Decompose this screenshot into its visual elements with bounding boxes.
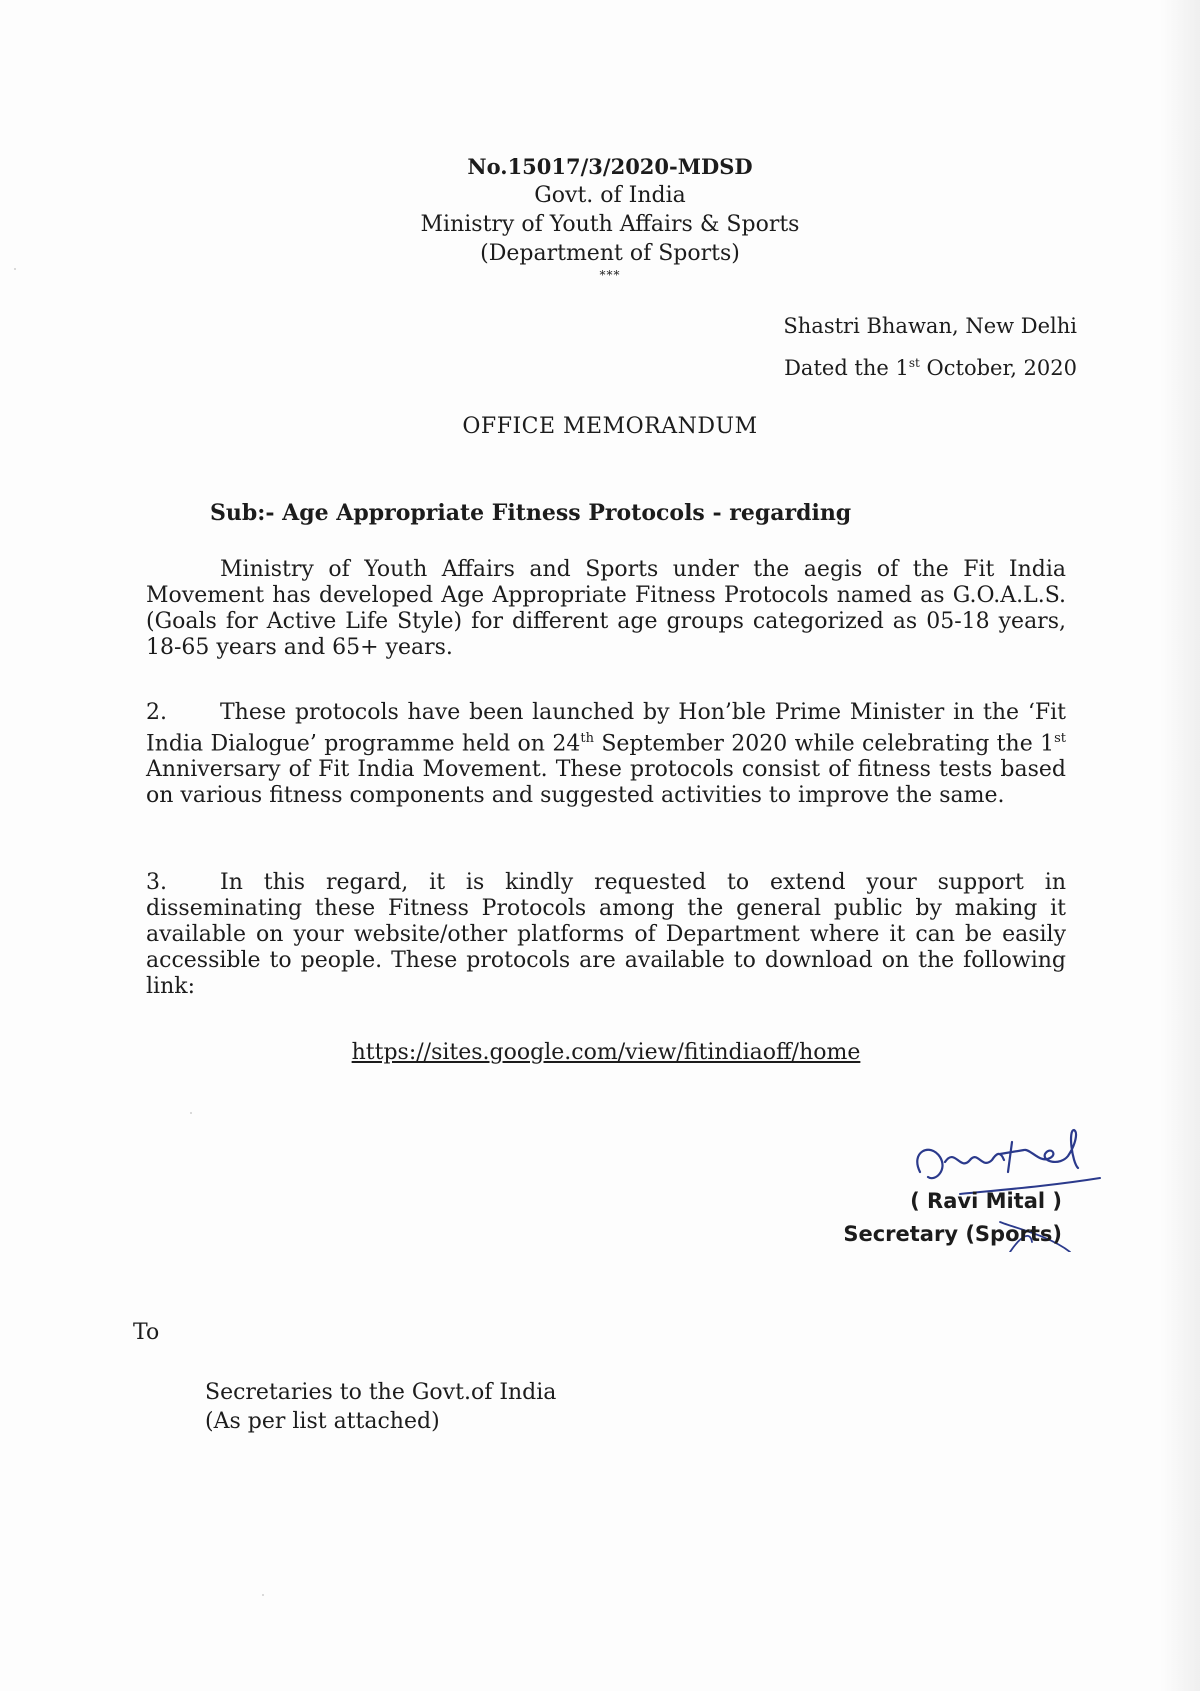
paragraph-2-text-c: Anniversary of Fit India Movement. These protocols consist of fitness tests based on various fitness components and suggested activities to improve the same. [146, 757, 1066, 809]
place: Shastri Bhawan, New Delhi [783, 314, 1077, 338]
department-line: (Department of Sports) [480, 241, 740, 266]
signatory-designation: Secretary (Sports) [843, 1222, 1062, 1246]
date-suffix: October, 2020 [919, 356, 1077, 380]
date-prefix: Dated the 1 [784, 356, 909, 380]
download-link[interactable]: https://sites.google.com/view/fitindiaoff/home [351, 1040, 861, 1065]
file-number: No.15017/3/2020-MDSD [467, 154, 753, 179]
paragraph-2-text-a: These protocols have been launched by Hon’ble Prime Minister in the ‘Fit India Dialogue’ programme held on 24 [146, 700, 1066, 757]
scan-edge-shadow [1160, 0, 1200, 1691]
scan-speck [262, 1594, 264, 1596]
paragraph-2-sup-b: st [1054, 731, 1066, 746]
recipient-line-1: Secretaries to the Govt.of India [205, 1380, 557, 1405]
paragraph-2-text-b: September 2020 while celebrating the 1 [593, 731, 1055, 757]
paragraph-2-number: 2. [146, 700, 167, 725]
paragraph-3 [146, 870, 1066, 1000]
place-date-block [783, 308, 1077, 387]
date [783, 345, 1077, 387]
paragraph-2-sup-a: th [580, 731, 594, 746]
subject-line: Sub:- Age Appropriate Fitness Protocols - regarding [210, 500, 852, 526]
recipient-line-2: (As per list attached) [205, 1409, 440, 1434]
letter-header [330, 152, 890, 282]
memo-title: OFFICE MEMORANDUM [462, 414, 758, 439]
scan-speck [14, 268, 16, 270]
recipient-block [205, 1378, 556, 1436]
scan-speck [190, 1112, 192, 1114]
paragraph-3-text: In this regard, it is kindly requested to extend your support in disseminating these Fitness Protocols among the general public by making it available on your website/other platforms of Department where it can be easily accessible to people. These protocols are available to download on the following link: [146, 870, 1066, 999]
paragraph-1-text: Ministry of Youth Affairs and Sports under the aegis of the Fit India Movement has developed Age Appropriate Fitness Protocols named as G.O.A.L.S. (Goals for Active Life Style) for different age groups categorized as 05-18 years, 18-65 years and 65+ years. [146, 557, 1066, 660]
govt-line: Govt. of India [534, 183, 686, 208]
signatory-block [843, 1185, 1062, 1251]
signatory-name: ( Ravi Mital ) [910, 1189, 1062, 1213]
paragraph-2 [146, 700, 1066, 809]
paragraph-3-number: 3. [146, 870, 167, 895]
ministry-line: Ministry of Youth Affairs & Sports [420, 212, 800, 237]
to-label: To [133, 1320, 160, 1345]
paragraph-1 [146, 557, 1066, 661]
date-sup: st [908, 356, 920, 370]
header-stars: *** [599, 268, 621, 282]
